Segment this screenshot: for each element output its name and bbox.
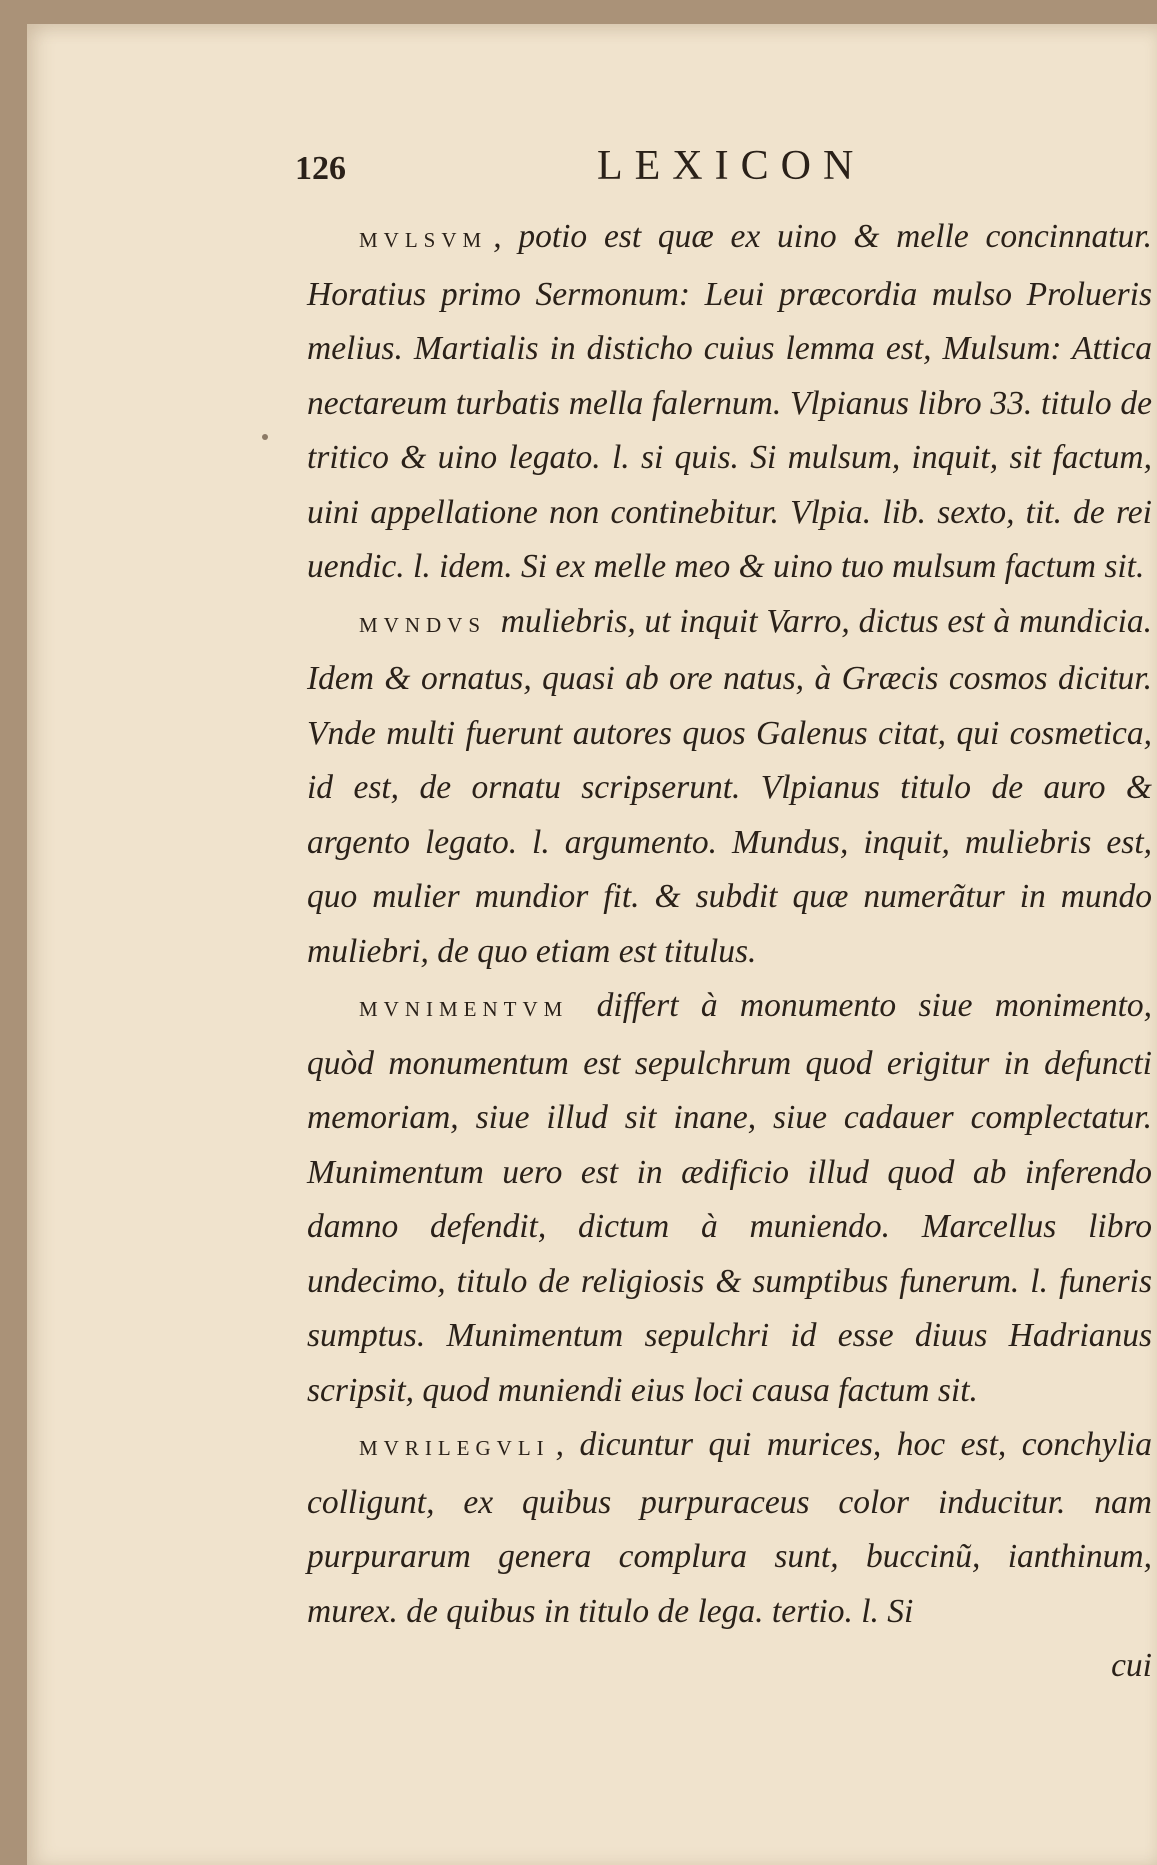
entry-munimentum — [307, 979, 1152, 1418]
entry-text: , dicuntur qui murices, hoc est, conchylia colligunt, ex quibus purpuraceus color inducitur. nam purpurarum genera complura sunt, buccinũ, ianthinum, murex. de quibus in titulo de lega. tertio. l. Si — [307, 1426, 1152, 1630]
entry-headword: MVRILEGVLI — [359, 1436, 550, 1460]
entry-murileguli — [307, 1418, 1152, 1639]
page-number: 126 — [295, 150, 346, 187]
entry-text: muliebris, ut inquit Varro, dictus est à mundicia. Idem & ornatus, quasi ab ore natus, à Græcis cosmos dicitur. Vnde multi fuerunt autores quos Galenus citat, qui cosmetica, id est, de ornatu scripserunt. Vlpianus titulo de auro & argento legato. l. argumento. Mundus, inquit, muliebris est, quo mulier mundior fit. & subdit quæ numerãtur in mundo muliebri, de quo etiam est titulus. — [307, 602, 1152, 970]
book-page — [27, 24, 1157, 1865]
ink-spot — [262, 434, 268, 440]
entry-mulsum — [307, 210, 1152, 595]
entry-headword: MVNIMENTVM — [359, 997, 569, 1021]
lexicon-text — [307, 210, 1152, 1684]
entry-text: , potio est quæ ex uino & melle concinnatur. Horatius primo Sermonum: Leui præcordia mulso Prolueris melius. Martialis in disticho cuius lemma est, Mulsum: Attica nectareum turbatis mella falernum. Vlpianus libro 33. titulo de tritico & uino legato. l. si quis. Si mulsum, inquit, sit factum, uini appellatione non continebitur. Vlpia. lib. sexto, tit. de rei uendic. l. idem. Si ex melle meo & uino tuo mulsum factum sit. — [307, 218, 1152, 585]
entry-mundus — [307, 595, 1152, 980]
entry-headword: MVLSVM — [359, 228, 488, 252]
entry-headword: MVNDVS — [359, 612, 487, 637]
catchword: cui — [1111, 1647, 1152, 1684]
entry-text: differt à monumento siue monimento, quòd monumentum est sepulchrum quod erigitur in defuncti memoriam, siue illud sit inane, siue cadauer complectatur. Munimentum uero est in ædificio illud quod ab inferendo damno defendit, dictum à muniendo. Marcellus libro undecimo, titulo de religiosis & sumptibus funerum. l. funeris sumptus. Munimentum sepulchri id esse diuus Hadrianus scripsit, quod muniendi eius loci causa factum sit. — [307, 987, 1152, 1409]
page-header — [27, 142, 1157, 192]
running-title: LEXICON — [597, 143, 866, 189]
